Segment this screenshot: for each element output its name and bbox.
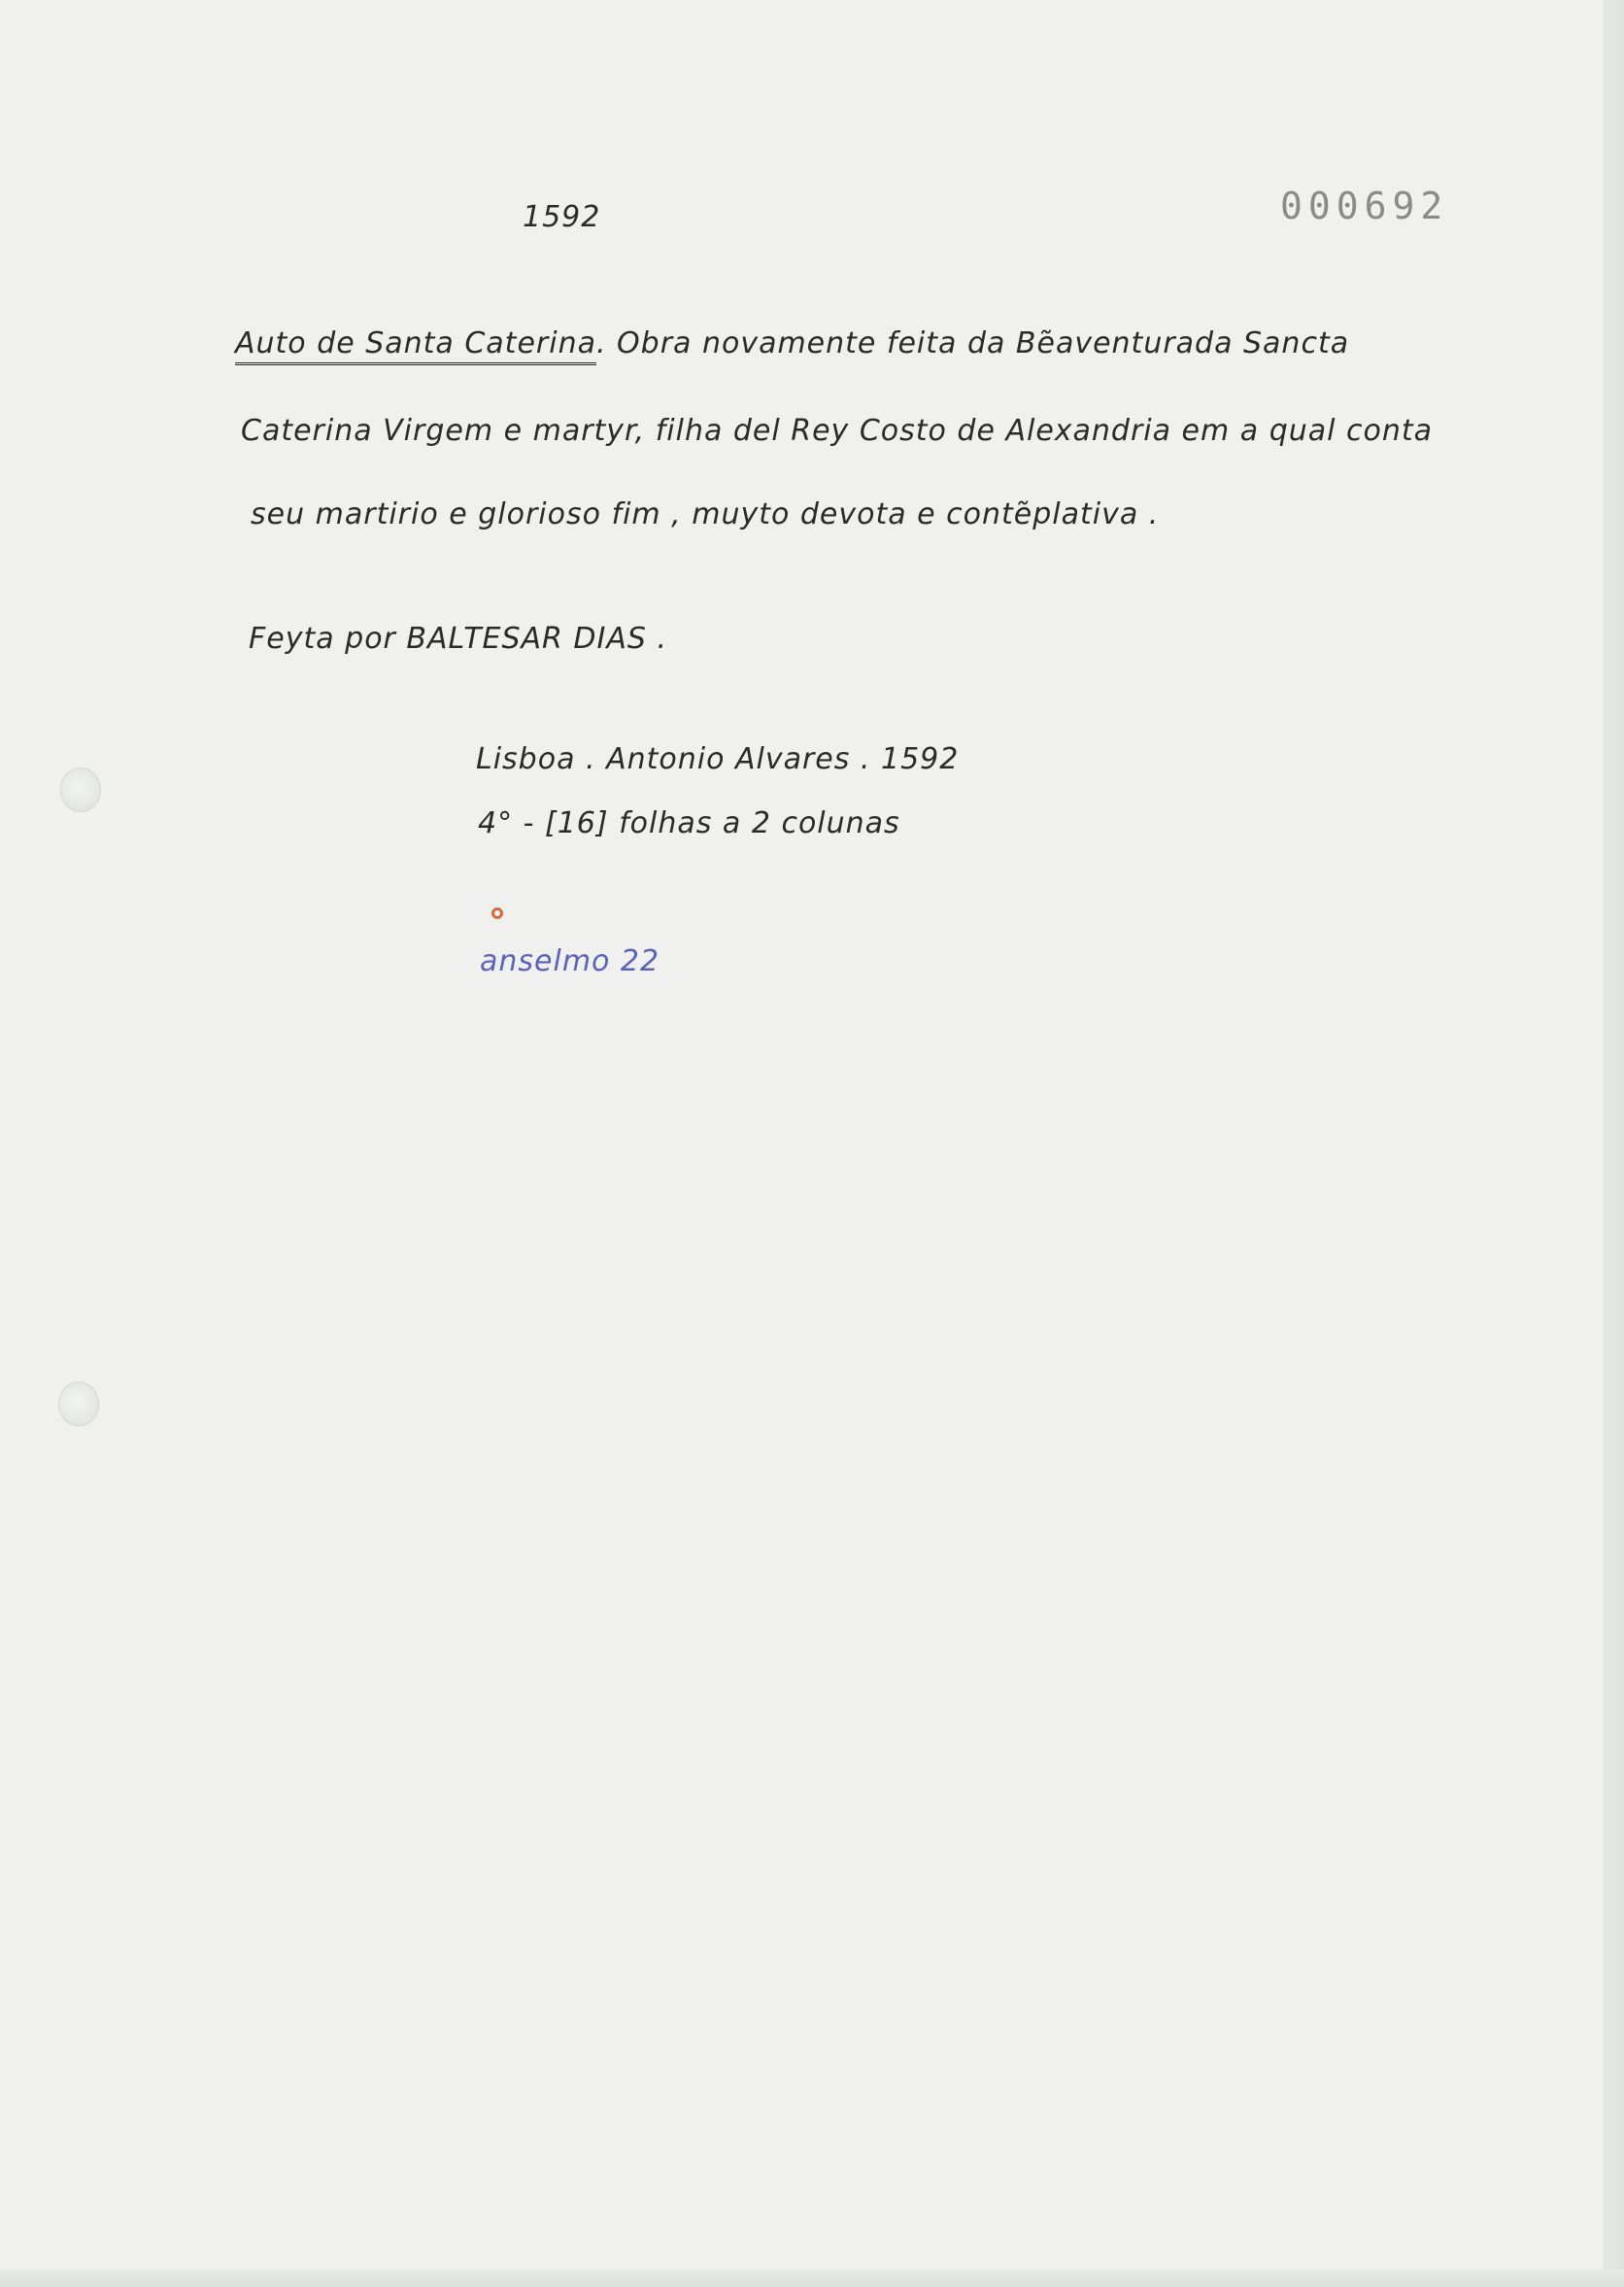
description-line-2: Caterina Virgem e martyr, filha del Rey Costo de Alexandria em a qual conta — [241, 414, 1434, 448]
year-label: 1592 — [523, 200, 601, 234]
catalog-stamp-number: 000692 — [1280, 185, 1449, 227]
orange-circle-mark — [491, 907, 503, 919]
work-title: Auto de Santa Caterina — [235, 326, 596, 365]
page-edge-right — [1603, 0, 1624, 2287]
description-line-3: seu martirio e glorioso fim , muyto devota e contẽplativa . — [251, 497, 1160, 531]
page-edge-bottom — [0, 2270, 1624, 2287]
description-line-1 — [235, 326, 1349, 360]
author-line: Feyta por BALTESAR DIAS . — [249, 622, 668, 656]
imprint-line-1: Lisboa . Antonio Alvares . 1592 — [476, 742, 960, 776]
punch-hole-top — [60, 768, 101, 812]
description-line-1-rest: . Obra novamente feita da Bẽaventurada Sancta — [595, 326, 1350, 360]
reference-note: anselmo 22 — [480, 944, 660, 978]
punch-hole-bottom — [58, 1382, 99, 1426]
imprint-line-2: 4° - [16] folhas a 2 colunas — [478, 806, 900, 840]
